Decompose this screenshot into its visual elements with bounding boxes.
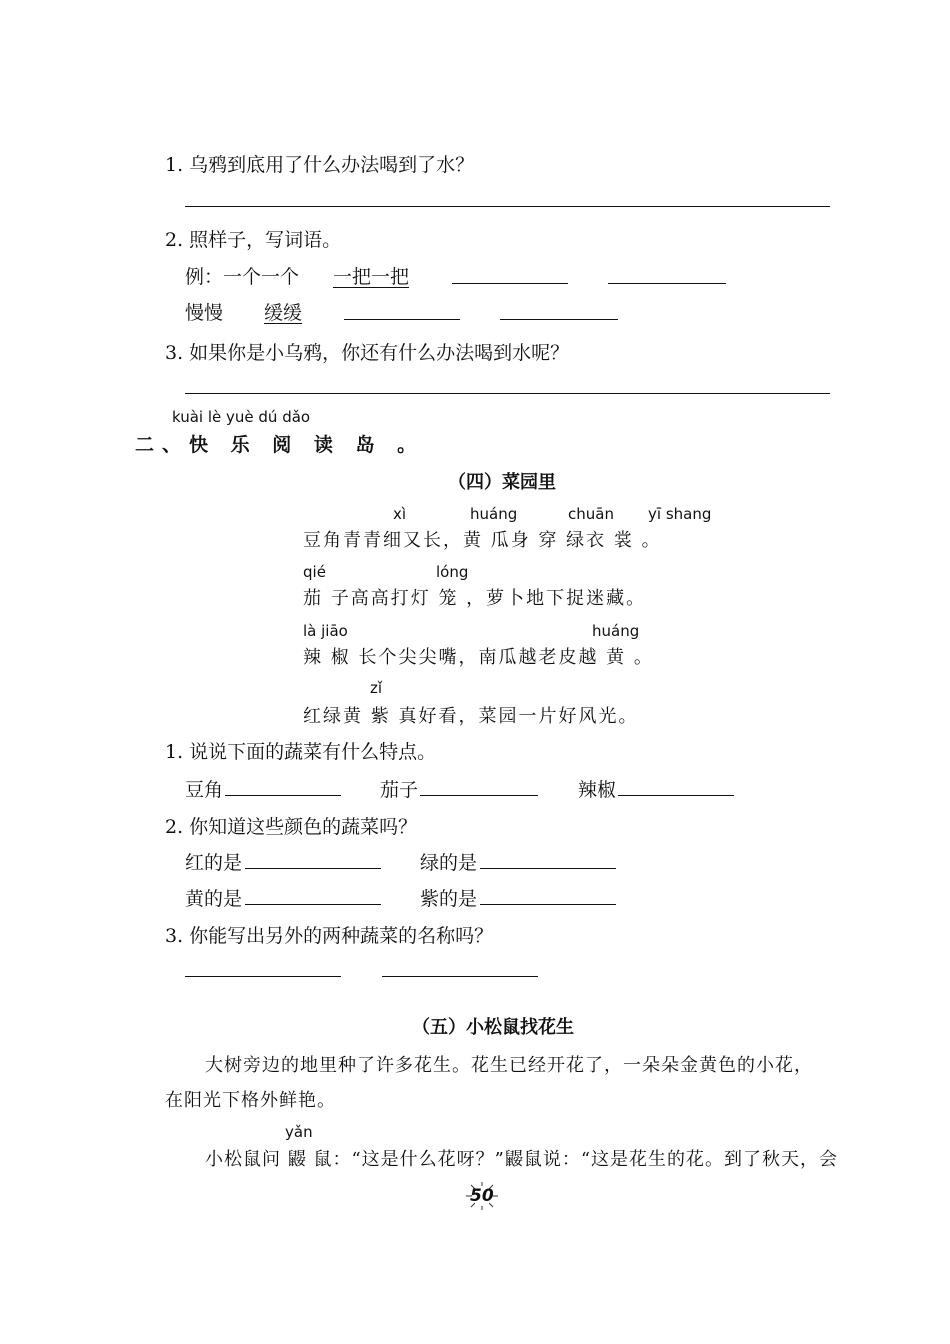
story-title: （五）小松鼠找花生 <box>412 1017 574 1038</box>
blank-example-2[interactable] <box>608 283 726 284</box>
answer-line-q3[interactable] <box>185 393 830 394</box>
blank-green[interactable] <box>480 868 616 869</box>
pinyin-huang: huáng <box>470 505 518 523</box>
poem-question-2: 2. 你知道这些颜色的蔬菜吗？ <box>165 816 418 838</box>
color-purple: 紫的是 <box>420 888 478 910</box>
pinyin-long: lóng <box>436 563 469 581</box>
poem-line-1: 豆角青青细又长，黄 瓜身 穿 绿衣 裳 。 <box>303 530 662 551</box>
example-prefix: 例：一个一个 <box>185 266 300 288</box>
color-yellow: 黄的是 <box>185 888 243 910</box>
section2-title: 二、快 乐 阅 读 岛 。 <box>135 434 425 456</box>
blank-row2-1[interactable] <box>344 319 460 320</box>
poem-line-4: 红绿黄 紫 真好看，菜园一片好风光。 <box>303 706 639 727</box>
poem-question-1: 1. 说说下面的蔬菜有什么特点。 <box>165 741 437 763</box>
page-number-badge <box>462 1180 502 1212</box>
blank-lajiao[interactable] <box>618 795 734 796</box>
blank-vegetable-2[interactable] <box>382 976 538 977</box>
story-para2-line1: 小松鼠问 鼹 鼠：“这是什么花呀？”鼹鼠说：“这是花生的花。到了秋天，会 <box>205 1149 839 1170</box>
color-red: 红的是 <box>185 852 243 874</box>
story-para1-line1: 大树旁边的地里种了许多花生。花生已经开花了，一朵朵金黄色的小花， <box>205 1055 813 1076</box>
section2-pinyin: kuài lè yuè dú dǎo <box>172 408 311 426</box>
item-lajiao: 辣椒 <box>578 779 617 801</box>
blank-row2-2[interactable] <box>500 319 618 320</box>
blank-red[interactable] <box>245 868 381 869</box>
pinyin-chuan: chuān <box>568 505 614 523</box>
question-3: 3. 如果你是小乌鸦，你还有什么办法喝到水呢？ <box>165 342 570 364</box>
row2-example: 缓缓 <box>264 302 303 324</box>
example-answer: 一把一把 <box>333 266 410 288</box>
pinyin-yishang: yī shang <box>648 505 712 523</box>
question-1: 1. 乌鸦到底用了什么办法喝到了水？ <box>165 154 475 176</box>
poem-line-3: 辣 椒 长个尖尖嘴，南瓜越老皮越 黄 。 <box>303 647 654 668</box>
pinyin-lajiao: là jiāo <box>303 622 348 640</box>
pinyin-qie: qié <box>303 563 326 581</box>
poem-title: （四）菜园里 <box>448 472 556 493</box>
story-para1-line2: 在阳光下格外鲜艳。 <box>165 1090 336 1111</box>
pinyin-yan: yǎn <box>285 1123 313 1141</box>
blank-vegetable-1[interactable] <box>185 976 341 977</box>
blank-qiezi[interactable] <box>420 795 538 796</box>
blank-example-1[interactable] <box>452 283 568 284</box>
poem-question-3: 3. 你能写出另外的两种蔬菜的名称吗？ <box>165 925 494 947</box>
pinyin-zi: zǐ <box>370 679 383 697</box>
question-2: 2. 照样子，写词语。 <box>165 229 342 251</box>
blank-yellow[interactable] <box>245 904 381 905</box>
blank-purple[interactable] <box>480 904 616 905</box>
page-number: 50 <box>470 1186 494 1206</box>
color-green: 绿的是 <box>420 852 478 874</box>
item-qiezi: 茄子 <box>380 779 419 801</box>
blank-doujiao[interactable] <box>225 795 341 796</box>
answer-line-q1[interactable] <box>185 206 830 207</box>
row2-word: 慢慢 <box>185 302 224 324</box>
pinyin-huang-2: huáng <box>592 622 640 640</box>
pinyin-xi: xì <box>393 505 407 523</box>
poem-line-2: 茄 子高高打灯 笼 ，萝卜地下捉迷藏。 <box>303 588 647 609</box>
item-doujiao: 豆角 <box>185 779 224 801</box>
